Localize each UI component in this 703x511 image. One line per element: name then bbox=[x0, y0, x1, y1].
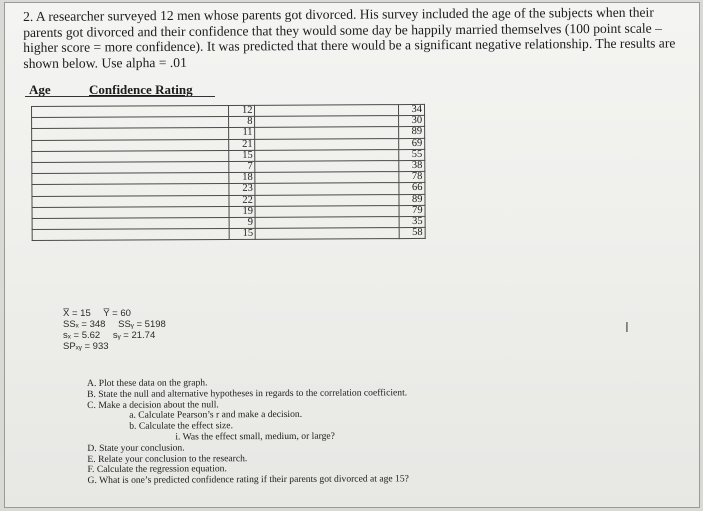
empty-cell bbox=[255, 127, 399, 139]
column-header-confidence: Confidence Rating bbox=[89, 82, 193, 97]
text-cursor-icon: I bbox=[625, 321, 629, 336]
empty-cell bbox=[256, 216, 400, 228]
stat-ssy: SSᵧ = 5198 bbox=[118, 319, 166, 330]
confidence-cell: 35 bbox=[399, 216, 425, 227]
age-cell: 15 bbox=[229, 150, 255, 161]
empty-cell bbox=[255, 205, 399, 217]
confidence-cell: 69 bbox=[399, 138, 425, 149]
age-cell: 18 bbox=[229, 172, 255, 183]
empty-cell bbox=[256, 228, 400, 240]
summary-statistics bbox=[63, 308, 166, 352]
task-item: F. Calculate the regression equation. bbox=[87, 463, 227, 476]
task-item: b. Calculate the effect size. bbox=[129, 420, 233, 432]
age-cell: 22 bbox=[229, 195, 255, 206]
task-item: i. Was the effect small, medium, or large? bbox=[175, 430, 335, 443]
age-cell: 12 bbox=[229, 105, 255, 116]
stat-spxy: SPₓᵧ = 933 bbox=[63, 341, 109, 352]
age-cell: 19 bbox=[229, 206, 255, 217]
confidence-cell: 89 bbox=[399, 194, 425, 205]
task-item: C. Make a decision about the null. bbox=[87, 398, 219, 411]
empty-cell bbox=[255, 105, 399, 117]
task-item: B. State the null and alternative hypotheses in regards to the correlation coefficient. bbox=[87, 387, 408, 400]
empty-cell bbox=[255, 161, 399, 173]
empty-cell bbox=[255, 183, 399, 195]
data-table bbox=[31, 104, 426, 241]
empty-cell bbox=[255, 138, 399, 150]
age-cell: 9 bbox=[230, 217, 256, 228]
age-cell: 21 bbox=[229, 139, 255, 150]
age-cell: 11 bbox=[229, 128, 255, 139]
stat-xbar: X̅ = 15 bbox=[63, 308, 91, 319]
empty-cell bbox=[32, 229, 230, 241]
confidence-cell: 34 bbox=[399, 104, 425, 115]
empty-cell bbox=[255, 116, 399, 128]
task-list bbox=[87, 376, 688, 487]
column-header-age: Age bbox=[29, 82, 51, 97]
confidence-cell: 38 bbox=[399, 160, 425, 171]
empty-cell bbox=[255, 172, 399, 184]
header-underline bbox=[25, 96, 215, 97]
task-item: A. Plot these data on the graph. bbox=[86, 377, 208, 389]
stat-ssx: SSₓ = 348 bbox=[63, 319, 106, 330]
task-item: E. Relate your conclusion to the research. bbox=[87, 452, 248, 465]
stat-sy: sᵧ = 21.74 bbox=[112, 330, 156, 341]
confidence-cell: 66 bbox=[399, 183, 425, 194]
confidence-cell: 79 bbox=[399, 205, 425, 216]
age-cell: 15 bbox=[230, 228, 256, 239]
confidence-cell: 89 bbox=[399, 127, 425, 138]
age-cell: 23 bbox=[229, 184, 255, 195]
document-page bbox=[4, 2, 700, 508]
age-cell: 7 bbox=[229, 161, 255, 172]
task-item: G. What is one’s predicted confidence rating if their parents got divorced at age 15? bbox=[87, 473, 409, 487]
problem-statement: 2. A researcher surveyed 12 men whose parents got divorced. His survey included the age of the subjects when their parents got divorced and their confidence that they would some day be happily married themselves (100 point scale – higher score = more confidence). It was predicted that there would be a significant negative relationship. The results are shown below. Use alpha = .01 bbox=[23, 4, 676, 71]
confidence-cell: 30 bbox=[399, 116, 425, 127]
stat-sx: sₓ = 5.62 bbox=[63, 330, 101, 341]
confidence-cell: 78 bbox=[399, 172, 425, 183]
task-item: a. Calculate Pearson’s r and make a decision. bbox=[129, 409, 303, 422]
age-cell: 8 bbox=[229, 117, 255, 128]
empty-cell bbox=[255, 149, 399, 161]
confidence-cell: 55 bbox=[399, 149, 425, 160]
task-item: D. State your conclusion. bbox=[87, 442, 185, 454]
table-row bbox=[32, 228, 425, 241]
empty-cell bbox=[255, 194, 399, 206]
confidence-cell: 58 bbox=[399, 228, 425, 239]
stat-ybar: Y̅ = 60 bbox=[103, 308, 131, 319]
